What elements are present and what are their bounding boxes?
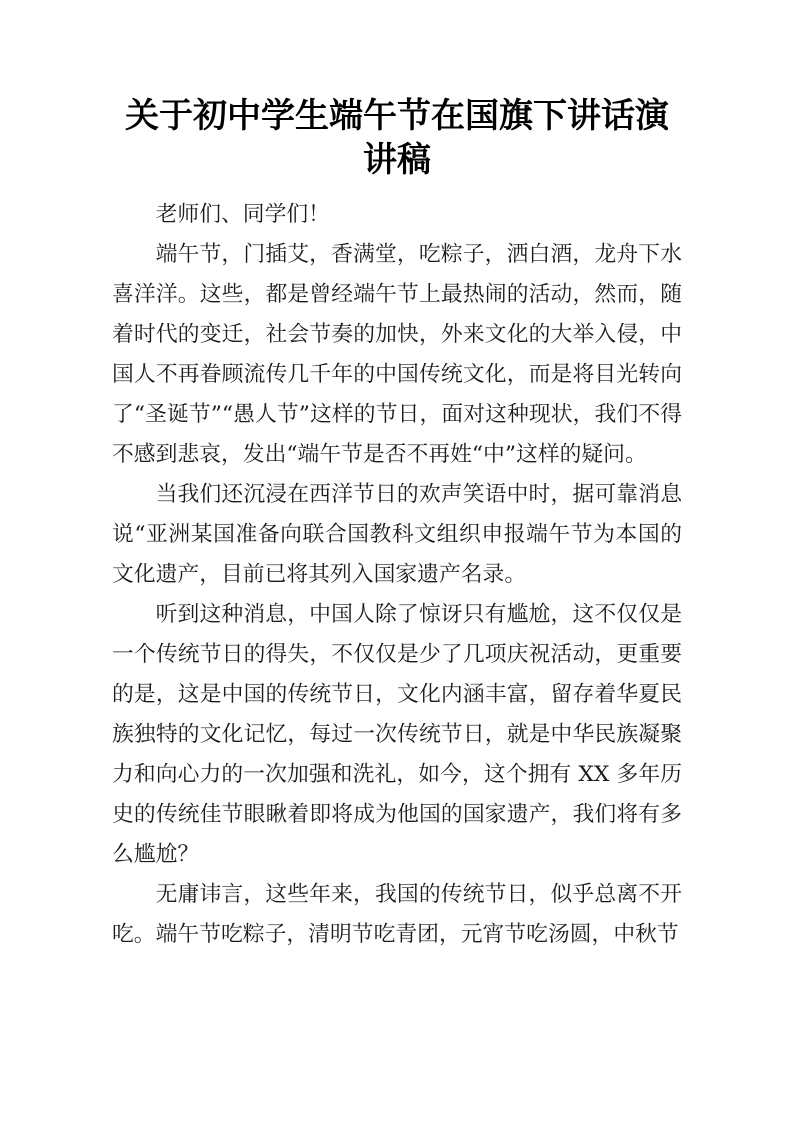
body-paragraph: 端午节，门插艾，香满堂，吃粽子，洒白酒，龙舟下水喜洋洋。这些，都是曾经端午节上最热闹的活动，然而，随着时代的变迁，社会节奏的加快，外来文化的大举入侵，中国人不再眷顾流传几千年的中国传统文化，而是将目光转向了“圣诞节”“愚人节”这样的节日，面对这种现状，我们不得不感到悲哀，发出“端午节是否不再姓“中”这样的疑问。 — [112, 242, 682, 467]
document-title: 关于初中学生端午节在国旗下讲话演讲稿 — [125, 96, 669, 180]
body-paragraph: 当我们还沉浸在西洋节日的欢声笑语中时，据可靠消息说“亚洲某国准备向联合国教科文组织申报端午节为本国的文化遗产，目前已将其列入国家遗产名录。 — [112, 482, 682, 587]
document-body — [112, 195, 682, 955]
body-paragraph: 听到这种消息，中国人除了惊讶只有尴尬，这不仅仅是一个传统节日的得失，不仅仅是少了几项庆祝活动，更重要的是，这是中国的传统节日，文化内涵丰富，留存着华夏民族独特的文化记忆，每过一次传统节日，就是中华民族凝聚力和向心力的一次加强和洗礼，如今，这个拥有 XX 多年历史的传统佳节眼瞅着即将成为他国的国家遗产，我们将有多么尴尬？ — [112, 602, 682, 867]
body-paragraph: 无庸讳言，这些年来，我国的传统节日，似乎总离不开吃。端午节吃粽子，清明节吃青团，元宵节吃汤圆，中秋节 — [112, 882, 682, 947]
greeting-paragraph: 老师们、同学们！ — [155, 202, 330, 227]
